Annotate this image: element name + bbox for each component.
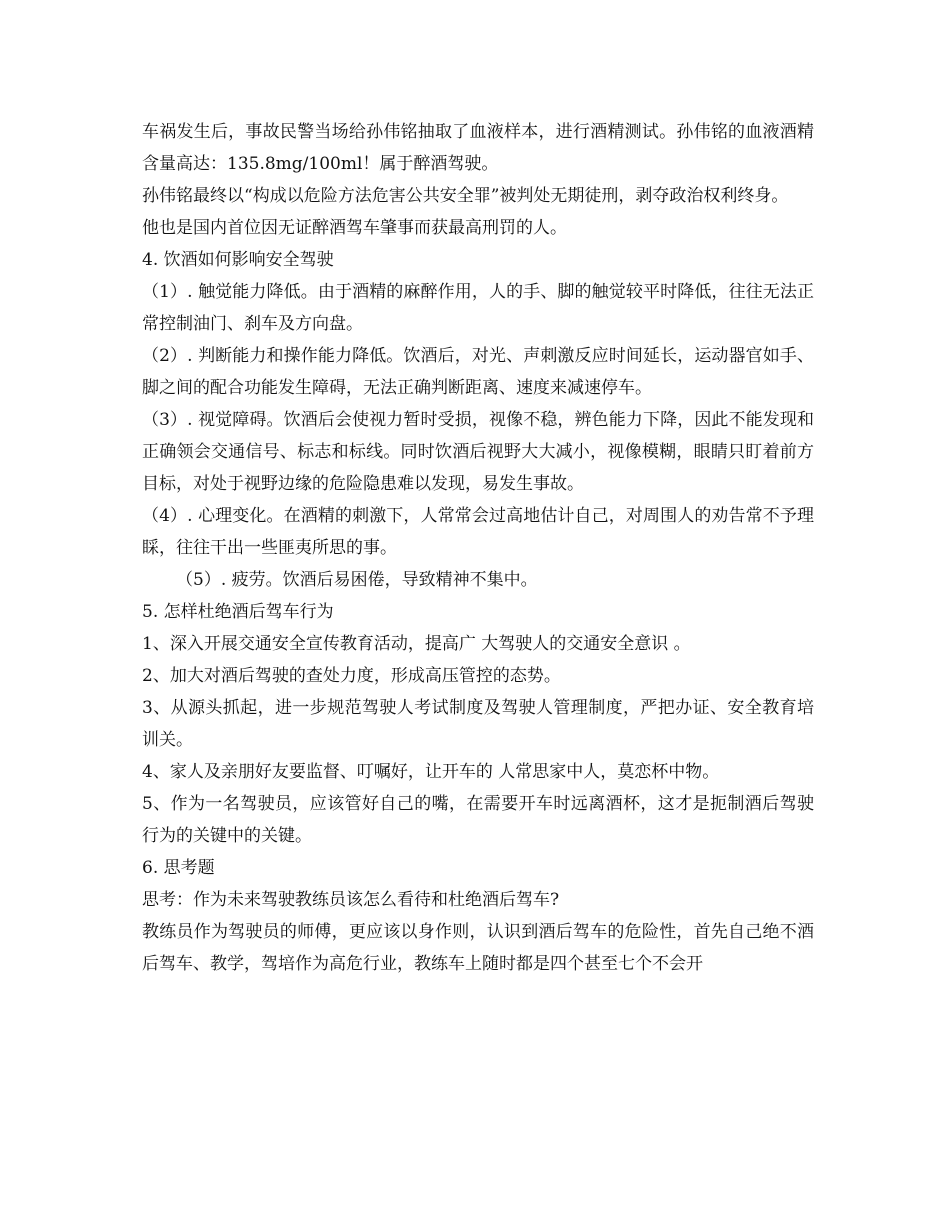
measure-item-2: 2、加大对酒后驾驶的查处力度，形成高压管控的态势。	[142, 666, 561, 686]
section-heading-6: 6. 思考题	[142, 858, 215, 878]
paragraph-first-highest-penalty: 他也是国内首位因无证醉酒驾车肇事而获最高刑罚的人。	[142, 218, 567, 238]
document-body	[142, 116, 814, 980]
list-item-judgment: （2）. 判断能力和操作能力降低。饮酒后，对光、声刺激反应时间延长，运动器官如手、脚之间的配合功能发生障碍，无法正确判断距离、速度来减速停车。	[142, 346, 814, 398]
paragraph-sentence-verdict: 孙伟铭最终以“构成以危险方法危害公共安全罪”被判处无期徒刑，剥夺政治权利终身。	[142, 186, 789, 206]
list-item-vision: （3）. 视觉障碍。饮酒后会使视力暂时受损，视像不稳，辨色能力下降，因此不能发现和正确领会交通信号、标志和标线。同时饮酒后视野大大减小，视像模糊，眼睛只盯着前方目标，对处于视野边缘的危险隐患难以发现，易发生事故。	[142, 410, 814, 494]
answer-paragraph: 教练员作为驾驶员的师傅，更应该以身作则，认识到酒后驾车的危险性，首先自己绝不酒后驾车、教学，驾培作为高危行业，教练车上随时都是四个甚至七个不会开	[142, 922, 814, 974]
measure-item-3: 3、从源头抓起，进一步规范驾驶人考试制度及驾驶人管理制度，严把办证、安全教育培训关。	[142, 698, 814, 750]
list-item-touch: （1）. 触觉能力降低。由于酒精的麻醉作用，人的手、脚的触觉较平时降低，往往无法正常控制油门、刹车及方向盘。	[142, 282, 814, 334]
list-item-psychology: （4）. 心理变化。在酒精的刺激下，人常常会过高地估计自己，对周围人的劝告常不予理睬，往往干出一些匪夷所思的事。	[142, 506, 814, 558]
paragraph-accident-blood-test: 车祸发生后，事故民警当场给孙伟铭抽取了血液样本，进行酒精测试。孙伟铭的血液酒精含量高达：135.8mg/100ml！属于醉酒驾驶。	[142, 122, 814, 174]
question-paragraph: 思考：作为未来驾驶教练员该怎么看待和杜绝酒后驾车?	[142, 890, 560, 910]
section-heading-5: 5. 怎样杜绝酒后驾车行为	[142, 602, 334, 622]
list-item-fatigue: （5）. 疲劳。饮酒后易困倦，导致精神不集中。	[176, 570, 538, 590]
section-heading-4: 4. 饮酒如何影响安全驾驶	[142, 250, 334, 270]
measure-item-4: 4、家人及亲朋好友要监督、叮嘱好，让开车的 人常思家中人，莫恋杯中物。	[142, 762, 720, 782]
measure-item-1: 1、深入开展交通安全宣传教育活动，提高广 大驾驶人的交通安全意识 。	[142, 634, 691, 654]
measure-item-5: 5、作为一名驾驶员，应该管好自己的嘴，在需要开车时远离酒杯，这才是扼制酒后驾驶行为的关键中的关键。	[142, 794, 814, 846]
